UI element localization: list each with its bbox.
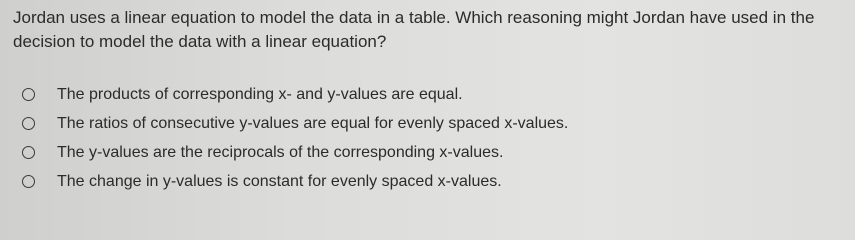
answer-option-label: The y-values are the reciprocals of the corresponding x-values.: [57, 143, 504, 161]
radio-button-icon[interactable]: [22, 175, 35, 188]
radio-button-icon[interactable]: [22, 88, 35, 101]
question-text: Jordan uses a linear equation to model the data in a table. Which reasoning might Jordan have used in the decision to model the data with a linear equation?: [13, 8, 815, 51]
answer-option-label: The products of corresponding x- and y-values are equal.: [57, 85, 463, 103]
answer-option-1[interactable]: [22, 80, 568, 109]
answer-options: [22, 80, 568, 196]
radio-button-icon[interactable]: [22, 146, 35, 159]
answer-option-2[interactable]: [22, 109, 568, 138]
radio-button-icon[interactable]: [22, 117, 35, 130]
answer-option-4[interactable]: [22, 167, 568, 196]
answer-option-label: The change in y-values is constant for evenly spaced x-values.: [57, 172, 502, 190]
answer-option-3[interactable]: [22, 138, 568, 167]
answer-option-label: The ratios of consecutive y-values are equal for evenly spaced x-values.: [57, 114, 569, 132]
